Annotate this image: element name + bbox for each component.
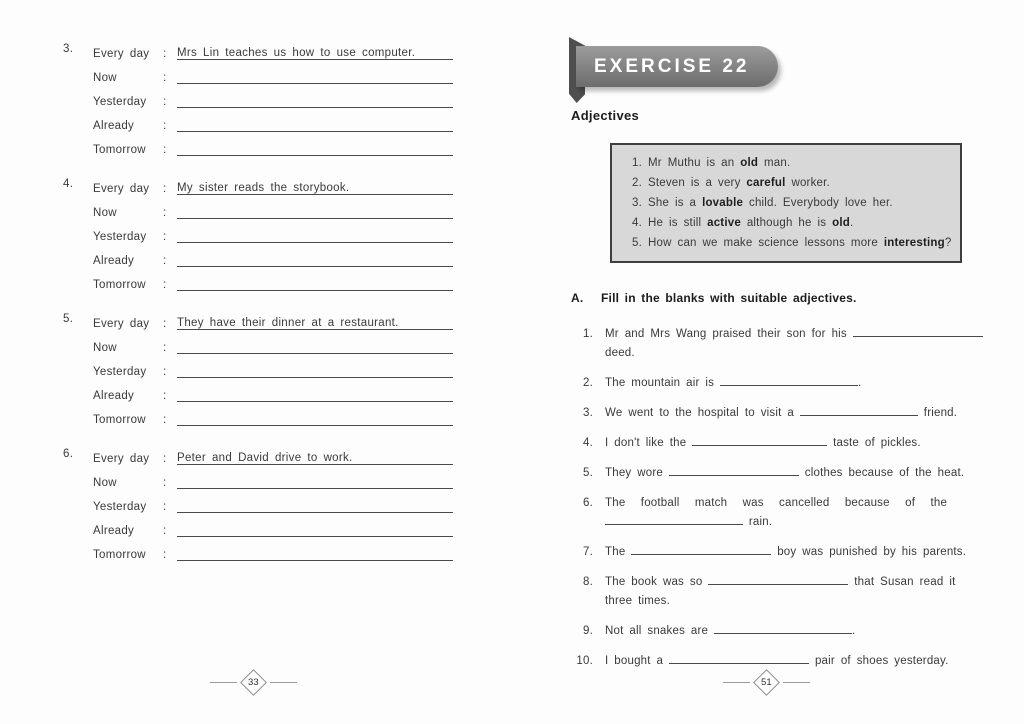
topic-heading: Adjectives: [571, 108, 640, 123]
question-number: 4.: [583, 437, 593, 449]
verb-tense-item: [63, 306, 453, 426]
row-label: Already: [93, 390, 135, 402]
answer-line: [177, 488, 453, 489]
banner-title: EXERCISE 22: [576, 46, 778, 87]
question-number: 5.: [583, 467, 593, 479]
right-page-footer: [723, 673, 810, 692]
fill-in-blank: [605, 513, 743, 525]
question-text: [605, 374, 965, 393]
tense-row: [93, 267, 453, 291]
footer-rule: [270, 682, 297, 683]
question-text: [605, 404, 965, 423]
page-number-diamond: [753, 669, 780, 696]
tense-row: [93, 195, 453, 219]
question-row: [571, 374, 965, 393]
question-number: 1.: [583, 328, 593, 340]
question-row: [571, 622, 965, 641]
page-number: 33: [248, 676, 259, 688]
text-run: Not all snakes are: [605, 625, 715, 637]
answer-line: [177, 182, 453, 195]
example-number: 1.: [632, 157, 642, 169]
row-label: Already: [93, 255, 135, 267]
row-colon: :: [163, 366, 167, 378]
row-colon: :: [163, 279, 167, 291]
tense-row: [93, 306, 453, 330]
row-colon: :: [163, 48, 167, 60]
row-label: Every day: [93, 453, 150, 465]
answer-line: [177, 155, 453, 156]
answer-line: [177, 512, 453, 513]
row-label: Every day: [93, 183, 150, 195]
text-run: I bought a: [605, 655, 670, 667]
bold-text-run: lovable: [702, 197, 744, 209]
bold-text-run: active: [707, 217, 741, 229]
answer-line: [177, 536, 453, 537]
row-colon: :: [163, 549, 167, 561]
example-sentence-row: [622, 153, 950, 173]
answer-line: [177, 47, 453, 60]
row-label: Yesterday: [93, 366, 147, 378]
text-run: child. Everybody love her.: [743, 197, 893, 209]
fill-in-blank: [669, 652, 809, 664]
text-run: pair of shoes yesterday.: [809, 655, 949, 667]
text-run: The book was so: [605, 576, 709, 588]
question-number: 9.: [583, 625, 593, 637]
text-run: We went to the hospital to visit a: [605, 407, 800, 419]
question-row: [571, 434, 965, 453]
question-text: [605, 573, 965, 611]
answer-line: [177, 560, 453, 561]
item-number: 3.: [63, 43, 74, 55]
tense-row: [93, 84, 453, 108]
row-label: Every day: [93, 48, 150, 60]
question-text: [605, 494, 965, 532]
text-run: boy was punished by his parents.: [771, 546, 967, 558]
answer-line: [177, 401, 453, 402]
page-number: 51: [761, 676, 772, 688]
question-number: 7.: [583, 546, 593, 558]
tense-row: [93, 513, 453, 537]
fill-in-blank: [669, 464, 799, 476]
text-run: taste of pickles.: [827, 437, 921, 449]
row-label: Now: [93, 477, 117, 489]
row-label: Yesterday: [93, 231, 147, 243]
row-colon: :: [163, 120, 167, 132]
text-run: man.: [758, 157, 791, 169]
example-number: 4.: [632, 217, 642, 229]
left-page: [63, 36, 453, 576]
row-colon: :: [163, 318, 167, 330]
row-colon: :: [163, 453, 167, 465]
question-row: [571, 494, 965, 532]
tense-row: [93, 330, 453, 354]
question-number: 6.: [583, 497, 593, 509]
row-label: Tomorrow: [93, 414, 146, 426]
item-rows: [93, 441, 453, 561]
answer-line: [177, 107, 453, 108]
item-rows: [93, 306, 453, 426]
row-colon: :: [163, 525, 167, 537]
tense-row: [93, 171, 453, 195]
row-colon: :: [163, 255, 167, 267]
question-number: 8.: [583, 576, 593, 588]
question-row: [571, 464, 965, 483]
tense-row: [93, 108, 453, 132]
question-row: [571, 573, 965, 611]
questions-list: [571, 325, 965, 671]
text-run: friend.: [917, 407, 958, 419]
text-run: How can we make science lessons more: [648, 237, 884, 249]
text-run: clothes because of the heat.: [798, 467, 965, 479]
text-run: three times.: [605, 595, 670, 607]
footer-rule: [723, 682, 750, 683]
tense-row: [93, 441, 453, 465]
example-sentence: My sister reads the storybook.: [177, 182, 350, 194]
row-colon: :: [163, 342, 167, 354]
answer-line: [177, 290, 453, 291]
text-run: .: [852, 625, 856, 637]
text-run: Mr and Mrs Wang praised their son for his: [605, 328, 853, 340]
answer-line: [177, 266, 453, 267]
tense-row: [93, 402, 453, 426]
example-sentence: They have their dinner at a restaurant.: [177, 317, 399, 329]
fill-in-blank: [720, 374, 858, 386]
row-colon: :: [163, 390, 167, 402]
fill-in-blank: [631, 543, 771, 555]
page-number-diamond: [240, 669, 267, 696]
fill-in-blank: [692, 434, 827, 446]
text-run: although he is: [740, 217, 833, 229]
answer-line: [177, 83, 453, 84]
tense-row: [93, 537, 453, 561]
question-text: [605, 652, 965, 671]
verb-tense-item: [63, 171, 453, 291]
tense-row: [93, 378, 453, 402]
example-number: 2.: [632, 177, 642, 189]
text-run: .: [849, 217, 854, 229]
example-text: [648, 193, 950, 213]
bold-text-run: careful: [746, 177, 786, 189]
example-number: 5.: [632, 237, 642, 249]
fill-in-blank: [714, 622, 852, 634]
text-run: that Susan read it: [848, 576, 956, 588]
tense-row: [93, 60, 453, 84]
row-label: Every day: [93, 318, 150, 330]
footer-rule: [210, 682, 237, 683]
question-row: [571, 543, 965, 562]
tense-row: [93, 36, 453, 60]
question-row: [571, 325, 965, 363]
text-run: deed.: [605, 347, 635, 359]
item-rows: [93, 171, 453, 291]
answer-line: [177, 452, 453, 465]
answer-line: [177, 242, 453, 243]
row-colon: :: [163, 183, 167, 195]
example-sentence: Peter and David drive to work.: [177, 452, 353, 464]
answer-line: [177, 317, 453, 330]
question-row: [571, 652, 965, 671]
answer-line: [177, 377, 453, 378]
row-colon: :: [163, 96, 167, 108]
row-label: Tomorrow: [93, 549, 146, 561]
example-number: 3.: [632, 197, 642, 209]
row-colon: :: [163, 144, 167, 156]
row-label: Already: [93, 525, 135, 537]
section-label: A.: [571, 291, 584, 305]
row-label: Now: [93, 72, 117, 84]
text-run: They wore: [605, 467, 669, 479]
answer-line: [177, 353, 453, 354]
tense-row: [93, 354, 453, 378]
row-label: Already: [93, 120, 135, 132]
tense-row: [93, 465, 453, 489]
question-text: [605, 622, 965, 641]
item-number: 5.: [63, 313, 74, 325]
example-text: [648, 233, 951, 253]
row-label: Tomorrow: [93, 279, 146, 291]
text-run: The mountain air is: [605, 377, 720, 389]
text-run: Mr Muthu is an: [648, 157, 741, 169]
example-text: [648, 173, 950, 193]
row-colon: :: [163, 72, 167, 84]
exercise-banner: [571, 46, 771, 87]
bold-text-run: old: [832, 217, 850, 229]
question-text: [605, 434, 965, 453]
row-colon: :: [163, 207, 167, 219]
tense-row: [93, 489, 453, 513]
question-text: [605, 325, 983, 363]
footer-rule: [783, 682, 810, 683]
fill-in-blank: [708, 573, 848, 585]
question-text: [605, 543, 966, 562]
answer-line: [177, 218, 453, 219]
text-run: The: [605, 546, 632, 558]
tense-row: [93, 219, 453, 243]
item-rows: [93, 36, 453, 156]
answer-line: [177, 425, 453, 426]
verb-items-list: [63, 36, 453, 561]
row-colon: :: [163, 414, 167, 426]
question-number: 3.: [583, 407, 593, 419]
row-label: Now: [93, 207, 117, 219]
example-text: [648, 213, 950, 233]
verb-tense-item: [63, 36, 453, 156]
question-text: [605, 464, 965, 483]
tense-row: [93, 132, 453, 156]
row-label: Now: [93, 342, 117, 354]
text-run: The football match was cancelled because of the: [605, 497, 948, 509]
text-run: She is a: [648, 197, 703, 209]
section-a-heading: [571, 291, 965, 305]
row-colon: :: [163, 477, 167, 489]
tense-row: [93, 243, 453, 267]
row-label: Yesterday: [93, 96, 147, 108]
text-run: He is still: [648, 217, 708, 229]
example-sentence-row: [622, 233, 950, 253]
example-sentence: Mrs Lin teaches us how to use computer.: [177, 47, 416, 59]
example-sentence-row: [622, 213, 950, 233]
question-row: [571, 404, 965, 423]
fill-in-blank: [853, 325, 983, 337]
fill-in-blank: [800, 404, 918, 416]
text-run: I don't like the: [605, 437, 693, 449]
text-run: ?: [944, 237, 952, 249]
example-sentence-row: [622, 193, 950, 213]
example-text: [648, 153, 950, 173]
text-run: .: [858, 377, 862, 389]
verb-tense-item: [63, 441, 453, 561]
item-number: 4.: [63, 178, 74, 190]
text-run: rain.: [743, 516, 773, 528]
right-page: [565, 30, 965, 682]
item-number: 6.: [63, 448, 74, 460]
text-run: Steven is a very: [648, 177, 747, 189]
row-label: Yesterday: [93, 501, 147, 513]
question-number: 2.: [583, 377, 593, 389]
bold-text-run: interesting: [883, 237, 945, 249]
row-label: Tomorrow: [93, 144, 146, 156]
row-colon: :: [163, 231, 167, 243]
example-sentence-row: [622, 173, 950, 193]
left-page-footer: [210, 673, 297, 692]
question-number: 10.: [576, 655, 593, 667]
row-colon: :: [163, 501, 167, 513]
examples-box: [610, 143, 962, 263]
text-run: worker.: [785, 177, 830, 189]
answer-line: [177, 131, 453, 132]
section-title: Fill in the blanks with suitable adjectives.: [601, 291, 857, 305]
bold-text-run: old: [740, 157, 759, 169]
